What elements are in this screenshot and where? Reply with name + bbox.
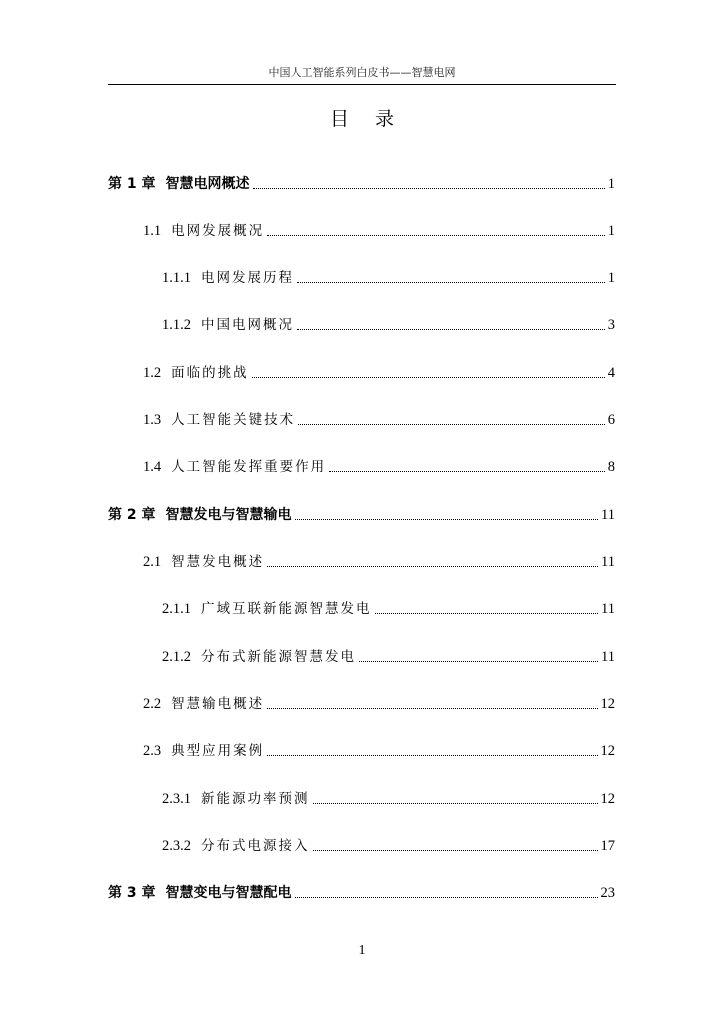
toc-entry-1-2[interactable] <box>143 363 615 383</box>
toc-entry-1-1-1[interactable] <box>162 268 615 288</box>
toc-number: 第 2 章 <box>108 507 156 523</box>
toc-number: 2.1.2 <box>162 649 191 665</box>
toc-page: 6 <box>607 412 615 428</box>
toc-page: 17 <box>600 838 615 854</box>
toc-title: 典型应用案例 <box>171 743 265 759</box>
toc-number: 2.3.2 <box>162 838 191 854</box>
toc-page: 3 <box>607 317 615 333</box>
toc-page: 11 <box>601 507 615 523</box>
toc-title: 人工智能关键技术 <box>171 412 296 428</box>
toc-number: 1.3 <box>143 412 162 428</box>
toc-number: 2.1.1 <box>162 601 191 617</box>
toc-number: 1.4 <box>143 459 162 475</box>
toc-title: 面临的挑战 <box>171 365 249 381</box>
dot-leader <box>252 377 605 378</box>
running-header: 中国人工智能系列白皮书——智慧电网 <box>268 66 456 79</box>
toc-entry-2-3-1[interactable] <box>162 789 615 809</box>
dot-leader <box>298 424 605 425</box>
toc-page: 11 <box>601 554 615 570</box>
dot-leader <box>297 329 605 330</box>
toc-page: 11 <box>601 601 615 617</box>
toc-page: 12 <box>600 791 615 807</box>
dot-leader <box>313 803 598 804</box>
dot-leader <box>253 188 605 189</box>
toc-entry-ch2[interactable] <box>108 505 615 525</box>
toc-title: 智慧发电概述 <box>171 554 265 570</box>
dot-leader <box>297 282 605 283</box>
dot-leader <box>267 755 597 756</box>
dot-leader <box>267 235 605 236</box>
toc-page: 12 <box>600 696 615 712</box>
toc-number: 2.1 <box>143 554 162 570</box>
toc-page: 23 <box>600 885 615 901</box>
toc-page: 1 <box>607 176 615 192</box>
toc-entry-1-1-2[interactable] <box>162 315 615 335</box>
toc-title: 智慧发电与智慧输电 <box>165 507 292 523</box>
toc-number: 1.2 <box>143 365 162 381</box>
toc-title: 智慧输电概述 <box>171 696 265 712</box>
toc-entry-2-3-2[interactable] <box>162 836 615 856</box>
toc-number: 2.3 <box>143 743 162 759</box>
dot-leader <box>267 566 598 567</box>
toc-number: 1.1 <box>143 223 162 239</box>
toc-entry-2-2[interactable] <box>143 694 615 714</box>
toc-number: 2.2 <box>143 696 162 712</box>
toc-title: 分布式新能源智慧发电 <box>201 649 356 665</box>
toc-title: 分布式电源接入 <box>201 838 310 854</box>
dot-leader <box>267 708 597 709</box>
toc-entry-1-4[interactable] <box>143 457 615 477</box>
toc-title: 智慧电网概述 <box>165 176 250 192</box>
dot-leader <box>295 519 599 520</box>
toc-title: 智慧变电与智慧配电 <box>165 885 292 901</box>
toc-entry-1-1[interactable] <box>143 221 615 241</box>
toc-entry-2-3[interactable] <box>143 741 615 761</box>
toc-title: 新能源功率预测 <box>201 791 310 807</box>
toc-entry-ch1[interactable] <box>108 174 615 194</box>
toc-page: 1 <box>607 223 615 239</box>
dot-leader <box>313 850 598 851</box>
dot-leader <box>359 661 598 662</box>
toc-entry-1-3[interactable] <box>143 410 615 430</box>
toc-page: 4 <box>607 365 615 381</box>
toc-entry-ch3[interactable] <box>108 883 615 903</box>
toc-title: 电网发展概况 <box>171 223 265 239</box>
toc-page: 11 <box>601 649 615 665</box>
toc-title: 广域互联新能源智慧发电 <box>201 601 372 617</box>
toc-entry-2-1-2[interactable] <box>162 647 615 667</box>
dot-leader <box>329 471 605 472</box>
toc-number: 第 3 章 <box>108 885 156 901</box>
toc-title: 人工智能发挥重要作用 <box>171 459 327 475</box>
header-rule <box>108 84 616 85</box>
dot-leader <box>375 613 599 614</box>
dot-leader <box>295 897 598 898</box>
toc-page: 8 <box>607 459 615 475</box>
toc-page: 12 <box>600 743 615 759</box>
page-title: 目录 <box>329 108 420 130</box>
toc-number: 1.1.1 <box>162 270 191 286</box>
toc-page: 1 <box>607 270 615 286</box>
toc-entry-2-1[interactable] <box>143 552 615 572</box>
toc-title: 电网发展历程 <box>201 270 294 286</box>
page-number: 1 <box>358 943 366 958</box>
toc-title: 中国电网概况 <box>201 317 294 333</box>
toc-number: 2.3.1 <box>162 791 191 807</box>
toc-entry-2-1-1[interactable] <box>162 599 615 619</box>
toc-number: 第 1 章 <box>108 176 156 192</box>
toc-number: 1.1.2 <box>162 317 191 333</box>
